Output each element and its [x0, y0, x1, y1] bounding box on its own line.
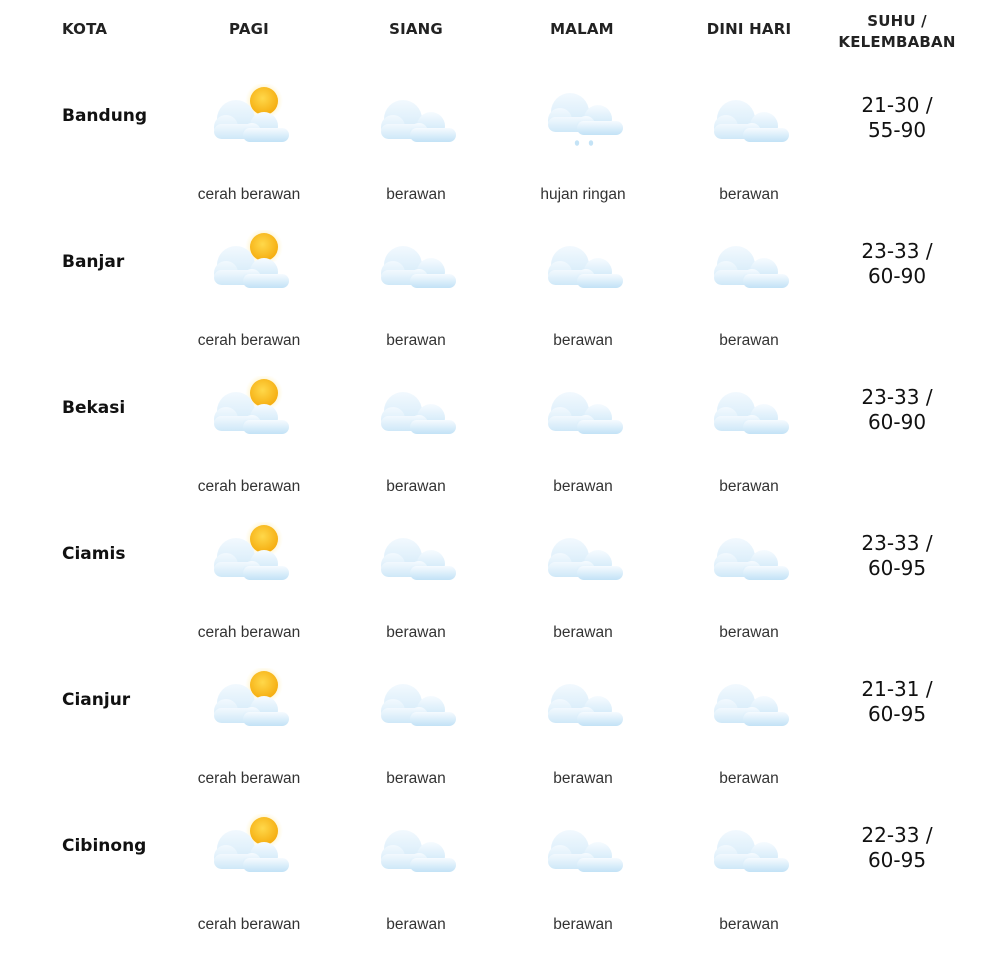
humidity-range: 60-90 — [867, 264, 927, 288]
temperature-humidity — [832, 239, 962, 289]
weather-description: cerah berawan — [197, 186, 301, 203]
weather-description: hujan ringan — [540, 186, 626, 203]
forecast-pagi — [174, 668, 324, 814]
weather-description: berawan — [386, 624, 446, 641]
humidity-range: 60-95 — [867, 556, 927, 580]
temperature-range: 23-33 / — [861, 239, 933, 263]
city-name: Cibinong — [62, 836, 147, 856]
header-suhu-kelembaban — [832, 11, 962, 53]
header-suhu-line2: KELEMBABAN — [838, 33, 956, 51]
forecast-siang — [341, 814, 491, 960]
forecast-pagi — [174, 230, 324, 376]
humidity-range: 60-95 — [867, 848, 927, 872]
weather-description: berawan — [719, 770, 779, 787]
partly-cloudy-icon — [209, 376, 291, 438]
table-row — [0, 84, 1000, 230]
city-name: Bandung — [62, 106, 148, 126]
forecast-malam — [508, 522, 658, 668]
weather-description: berawan — [719, 186, 779, 203]
table-row — [0, 814, 1000, 960]
weather-description: berawan — [386, 186, 446, 203]
cloud-icon — [709, 522, 791, 584]
forecast-pagi — [174, 376, 324, 522]
cloud-icon — [709, 668, 791, 730]
humidity-range: 55-90 — [867, 118, 927, 142]
weather-description: berawan — [719, 624, 779, 641]
table-row — [0, 376, 1000, 522]
forecast-dini-hari — [674, 84, 824, 230]
temperature-range: 21-30 / — [861, 93, 933, 117]
partly-cloudy-icon — [209, 84, 291, 146]
weather-description: berawan — [386, 770, 446, 787]
humidity-range: 60-90 — [867, 410, 927, 434]
table-header — [0, 0, 1000, 70]
weather-description: berawan — [386, 332, 446, 349]
forecast-dini-hari — [674, 668, 824, 814]
weather-description: cerah berawan — [197, 916, 301, 933]
weather-description: berawan — [386, 478, 446, 495]
forecast-pagi — [174, 84, 324, 230]
forecast-malam — [508, 84, 658, 230]
weather-description: cerah berawan — [197, 478, 301, 495]
weather-description: cerah berawan — [197, 624, 301, 641]
cloud-icon — [543, 230, 625, 292]
weather-description: berawan — [719, 332, 779, 349]
cloud-icon — [376, 814, 458, 876]
cloud-icon — [543, 376, 625, 438]
weather-description: cerah berawan — [197, 332, 301, 349]
forecast-siang — [341, 522, 491, 668]
temperature-range: 22-33 / — [861, 823, 933, 847]
cloud-icon — [709, 84, 791, 146]
city-name: Cianjur — [62, 690, 131, 710]
cloud-icon — [376, 376, 458, 438]
partly-cloudy-icon — [209, 230, 291, 292]
temperature-humidity — [832, 677, 962, 727]
table-row — [0, 522, 1000, 668]
header-siang: SIANG — [389, 20, 443, 38]
forecast-malam — [508, 668, 658, 814]
weather-description: berawan — [553, 770, 613, 787]
cloud-icon — [709, 814, 791, 876]
temperature-humidity — [832, 385, 962, 435]
cloud-icon — [376, 668, 458, 730]
temperature-range: 23-33 / — [861, 531, 933, 555]
forecast-malam — [508, 230, 658, 376]
partly-cloudy-icon — [209, 522, 291, 584]
partly-cloudy-icon — [209, 814, 291, 876]
weather-description: berawan — [553, 624, 613, 641]
cloud-icon — [376, 230, 458, 292]
temperature-range: 21-31 / — [861, 677, 933, 701]
weather-description: berawan — [386, 916, 446, 933]
weather-description: berawan — [553, 916, 613, 933]
cloud-icon — [543, 668, 625, 730]
forecast-siang — [341, 230, 491, 376]
forecast-dini-hari — [674, 522, 824, 668]
header-suhu-line1: SUHU / — [867, 12, 927, 30]
cloud-icon — [709, 230, 791, 292]
city-name: Banjar — [62, 252, 125, 272]
header-malam: MALAM — [550, 20, 614, 38]
temperature-humidity — [832, 823, 962, 873]
weather-description: berawan — [553, 332, 613, 349]
cloud-icon — [543, 522, 625, 584]
forecast-pagi — [174, 814, 324, 960]
header-dini-hari: DINI HARI — [706, 20, 792, 38]
forecast-dini-hari — [674, 230, 824, 376]
cloud-icon — [543, 814, 625, 876]
light-rain-icon — [543, 84, 625, 146]
forecast-dini-hari — [674, 376, 824, 522]
forecast-siang — [341, 668, 491, 814]
weather-description: berawan — [719, 916, 779, 933]
forecast-dini-hari — [674, 814, 824, 960]
table-row — [0, 668, 1000, 814]
temperature-range: 23-33 / — [861, 385, 933, 409]
weather-description: berawan — [719, 478, 779, 495]
forecast-siang — [341, 376, 491, 522]
header-pagi: PAGI — [229, 20, 269, 38]
forecast-siang — [341, 84, 491, 230]
humidity-range: 60-95 — [867, 702, 927, 726]
forecast-malam — [508, 376, 658, 522]
weather-description: berawan — [553, 478, 613, 495]
temperature-humidity — [832, 531, 962, 581]
partly-cloudy-icon — [209, 668, 291, 730]
forecast-malam — [508, 814, 658, 960]
cloud-icon — [376, 84, 458, 146]
city-name: Ciamis — [62, 544, 126, 564]
city-name: Bekasi — [62, 398, 126, 418]
temperature-humidity — [832, 93, 962, 143]
weather-description: cerah berawan — [197, 770, 301, 787]
cloud-icon — [709, 376, 791, 438]
header-kota: KOTA — [62, 20, 108, 38]
table-row — [0, 230, 1000, 376]
cloud-icon — [376, 522, 458, 584]
forecast-pagi — [174, 522, 324, 668]
